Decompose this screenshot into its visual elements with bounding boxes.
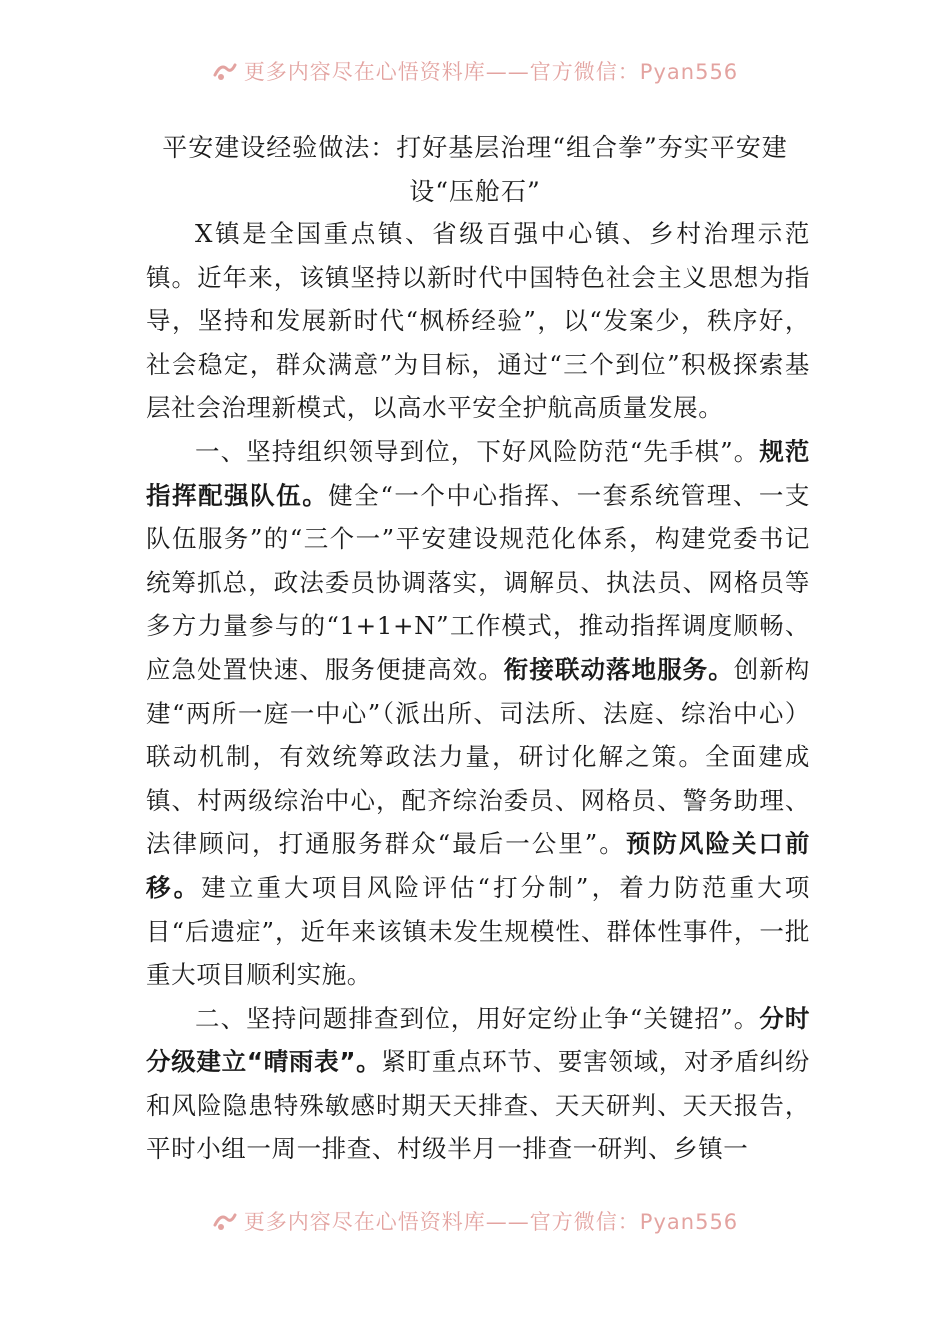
section-1-text-1: 健全“一个中心指挥、一套系统管理、一支队伍服务”的“三个一”平安建设规范化体系，构建党委书记统筹抓总，政法委员协调落实，调解员、执法员、网格员等多方力量参与的“1+1+N”工作模式，推动指挥调度顺畅、应急处置快速、服务便捷高效。 [146,480,810,684]
watermark-text: 更多内容尽在心悟资料库——官方微信：Pyan556 [243,60,739,84]
header-watermark [0,56,950,87]
document-body [146,212,810,1171]
section-1-heading: 一、坚持组织领导到位，下好风险防范“先手棋”。 [195,436,760,466]
document-title: 平安建设经验做法：打好基层治理“组合拳”夯实平安建设“压舱石” [162,133,788,206]
footer-watermark [0,1206,950,1237]
section-1-text-3: 建立重大项目风险评估“打分制”，着力防范重大项目“后遗症”，近年来该镇未发生规模性、群体性事件，一批重大项目顺利实施。 [146,872,810,990]
section-1-text-2: 创新构建“两所一庭一中心”（派出所、司法所、法庭、综治中心）联动机制，有效统筹政法力量，研讨化解之策。全面建成镇、村两级综治中心，配齐综治委员、网格员、警务助理、法律顾问，打通服务群众“最后一公里”。 [146,654,810,859]
section-2-paragraph [146,997,810,1171]
section-1-lead-2: 衔接联动落地服务。 [503,654,734,684]
section-2-lead-1: 分时分级建立“晴雨表”。 [146,1003,810,1077]
section-1-lead-1: 规范指挥配强队伍。 [146,436,810,510]
logo-icon [212,60,238,87]
logo-icon [212,1210,238,1237]
section-2-text-1: 紧盯重点环节、要害领域，对矛盾纠纷和风险隐患特殊敏感时期天天排查、天天研判、天天报告，平时小组一周一排查、村级半月一排查一研判、乡镇一 [146,1047,810,1164]
intro-paragraph: X镇是全国重点镇、省级百强中心镇、乡村治理示范镇。近年来，该镇坚持以新时代中国特色社会主义思想为指导，坚持和发展新时代“枫桥经验”，以“发案少，秩序好，社会稳定，群众满意”为目标，通过“三个到位”积极探索基层社会治理新模式，以高水平安全护航高质量发展。 [146,219,810,423]
section-2-heading: 二、坚持问题排查到位，用好定纷止争“关键招”。 [195,1003,760,1033]
section-1-lead-3: 预防风险关口前移。 [146,829,810,902]
section-1-paragraph [146,430,810,997]
watermark-text: 更多内容尽在心悟资料库——官方微信：Pyan556 [243,1210,739,1234]
